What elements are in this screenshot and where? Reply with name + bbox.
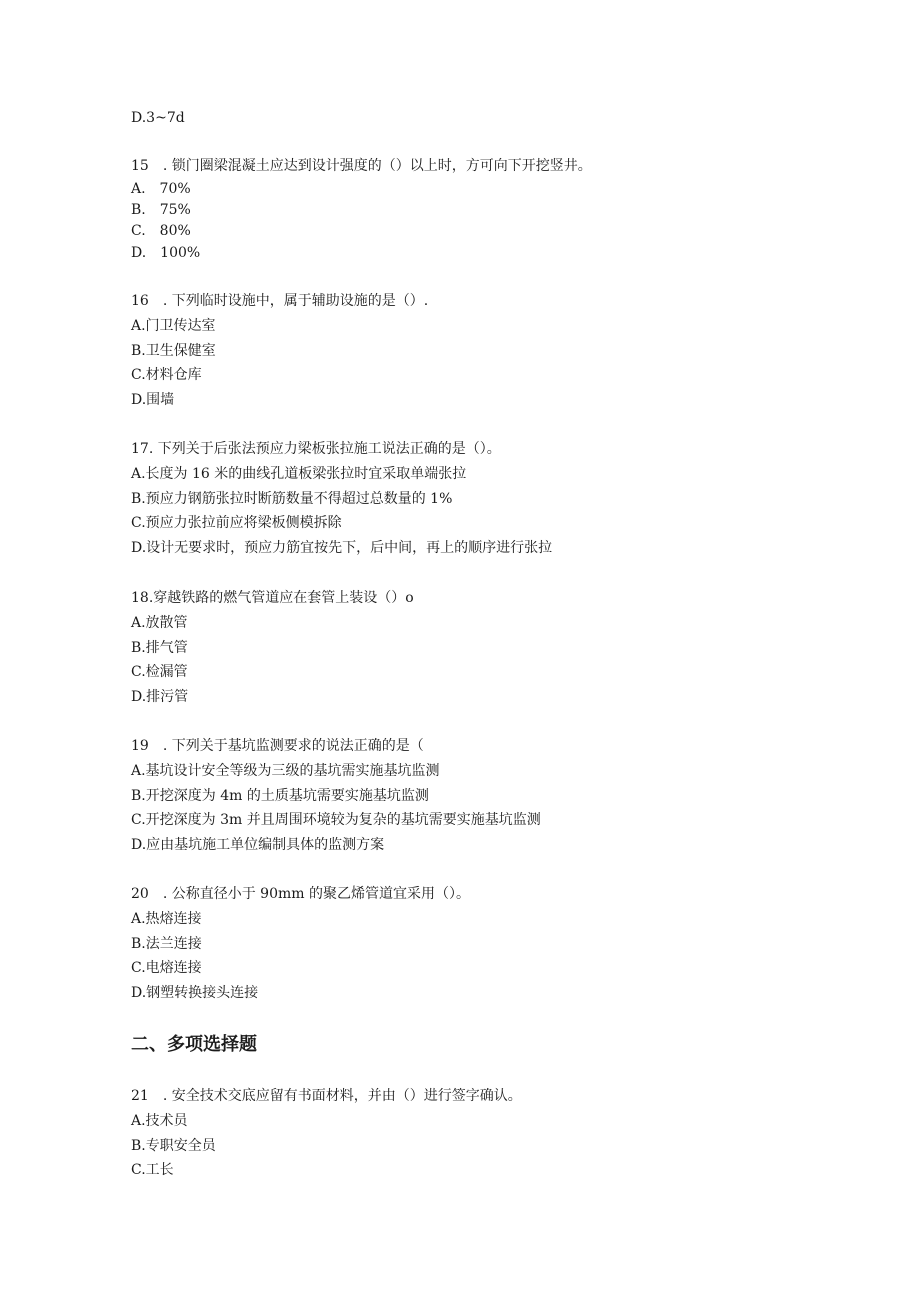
question-20-title: 20 . 公称直径小于 90mm 的聚乙烯管道宜采用（）。: [131, 886, 470, 902]
question-20-option-c: C.电熔连接: [131, 960, 202, 976]
question-19-option-a: A.基坑设计安全等级为三级的基坑需实施基坑监测: [131, 763, 440, 779]
question-20-option-a: A.热熔连接: [131, 911, 202, 927]
question-18-title: 18.穿越铁路的燃气管道应在套管上装设（）o: [131, 590, 414, 606]
question-16-option-b: B.卫生保健室: [131, 343, 216, 359]
question-17-option-c: C.预应力张拉前应将梁板侧模拆除: [131, 515, 342, 531]
question-16-option-a: A.门卫传达室: [131, 318, 216, 334]
question-17-option-d: D.设计无要求时，预应力筋宜按先下，后中间，再上的顺序进行张拉: [131, 540, 553, 556]
question-16-option-d: D.围墙: [131, 392, 175, 408]
question-17-option-b: B.预应力钢筋张拉时断筋数量不得超过总数量的 1%: [131, 491, 453, 507]
question-20-option-b: B.法兰连接: [131, 936, 202, 952]
question-18-option-d: D.排污管: [131, 689, 189, 705]
question-21-option-c: C.工长: [131, 1162, 174, 1178]
question-17-title: 17. 下列关于后张法预应力梁板张拉施工说法正确的是（）。: [131, 441, 501, 457]
question-18-option-b: B.排气管: [131, 640, 188, 656]
section-heading-multiple-choice: 二、多项选择题: [131, 1034, 257, 1055]
question-15-option-a: A. 70%: [131, 181, 191, 197]
question-19-title: 19 . 下列关于基坑监测要求的说法正确的是（: [131, 738, 424, 754]
question-16-option-c: C.材料仓库: [131, 367, 202, 383]
question-21-title: 21 . 安全技术交底应留有书面材料，并由（）进行签字确认。: [131, 1088, 522, 1104]
question-15-option-b: B. 75%: [131, 202, 191, 218]
question-15-title: 15 . 锁门圈梁混凝土应达到设计强度的（）以上时，方可向下开挖竖井。: [131, 158, 592, 174]
question-15-option-c: C. 80%: [131, 223, 191, 239]
question-19-option-c: C.开挖深度为 3m 并且周围环境较为复杂的基坑需要实施基坑监测: [131, 812, 541, 828]
question-18-option-c: C.检漏管: [131, 664, 188, 680]
question-21-option-b: B.专职安全员: [131, 1138, 216, 1154]
question-15-option-d: D. 100%: [131, 245, 201, 261]
question-19-option-b: B.开挖深度为 4m 的土质基坑需要实施基坑监测: [131, 788, 429, 804]
question-18-option-a: A.放散管: [131, 615, 188, 631]
question-20-option-d: D.钢塑转换接头连接: [131, 985, 259, 1001]
question-21-option-a: A.技术员: [131, 1113, 188, 1129]
question-17-option-a: A.长度为 16 米的曲线孔道板梁张拉时宜采取单端张拉: [131, 466, 467, 482]
option-d-q14: D.3~7d: [131, 110, 185, 126]
question-16-title: 16 . 下列临时设施中，属于辅助设施的是（）.: [131, 293, 429, 309]
question-19-option-d: D.应由基坑施工单位编制具体的监测方案: [131, 837, 385, 853]
